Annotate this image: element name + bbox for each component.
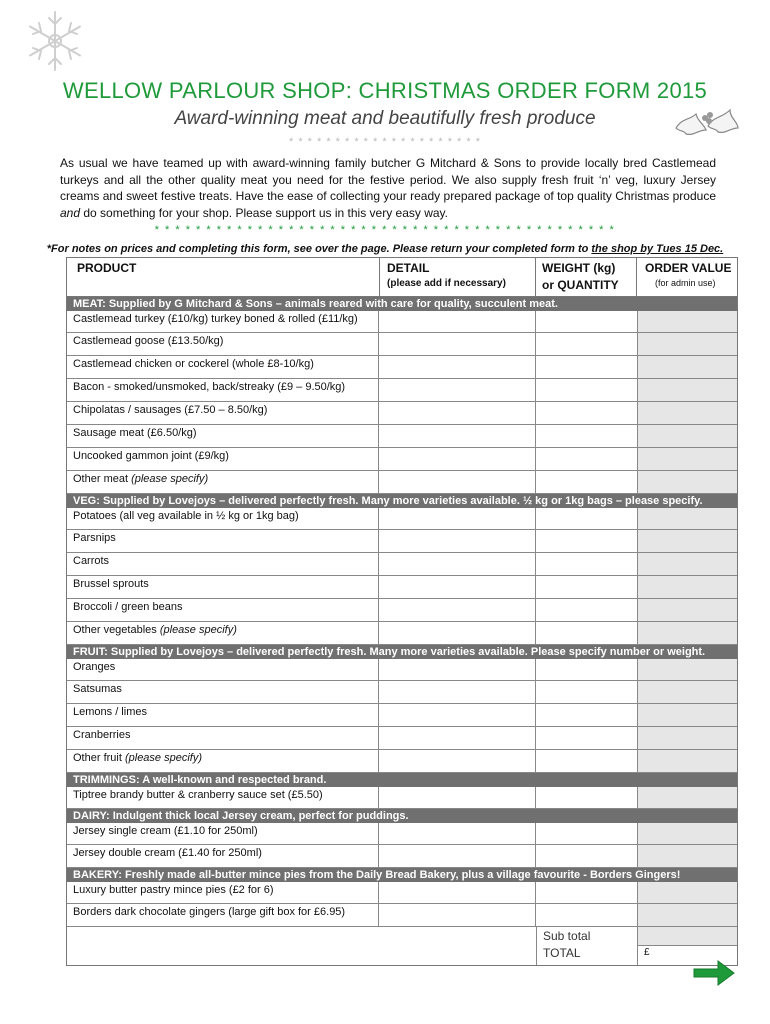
detail-cell[interactable] [379, 311, 536, 332]
admin-value-cell [638, 311, 737, 332]
admin-value-cell [638, 576, 737, 598]
section-heading-veg: VEG: Supplied by Lovejoys – delivered perfectly fresh. Many more varieties available. ½ kg or 1kg bags – please specify. [67, 494, 737, 508]
admin-value-cell [638, 471, 737, 493]
detail-cell[interactable] [379, 402, 536, 424]
page-title: WELLOW PARLOUR SHOP: CHRISTMAS ORDER FORM 2015 [62, 78, 708, 103]
detail-cell[interactable] [379, 576, 536, 598]
total-value-cell[interactable]: £ [644, 947, 650, 958]
detail-cell[interactable] [379, 530, 536, 552]
intro-paragraph: As usual we have teamed up with award-winning family butcher G Mitchard & Sons to provide locally bred Castlemead turkeys and all the other quality meat you need for the festive period. We also supply fresh fruit ‘n’ veg, luxury Jersey creams and sweet festive treats. Have the ease of collecting your ready prepared package of top quality Christmas produce and do something for your shop. Please support us in this very easy way. [60, 156, 716, 220]
total-label: TOTAL [543, 946, 581, 960]
col-order-value: ORDER VALUE [645, 261, 732, 275]
quantity-cell[interactable] [536, 311, 638, 332]
table-row: Luxury butter pastry mince pies (£2 for 6) [67, 882, 737, 904]
quantity-cell[interactable] [536, 904, 638, 926]
table-row: Brussel sprouts [67, 576, 737, 599]
table-row: Potatoes (all veg available in ½ kg or 1kg bag) [67, 508, 737, 530]
subtotal-label: Sub total [543, 929, 591, 943]
quantity-cell[interactable] [536, 599, 638, 621]
detail-cell[interactable] [379, 471, 536, 493]
quantity-cell[interactable] [536, 553, 638, 575]
quantity-cell[interactable] [536, 659, 638, 680]
star-divider: * * * * * * * * * * * * * * * * * * * * * [288, 136, 482, 148]
quantity-cell[interactable] [536, 727, 638, 749]
detail-cell[interactable] [379, 750, 536, 772]
table-row: Castlemead chicken or cockerel (whole £8-10/kg) [67, 356, 737, 379]
quantity-cell[interactable] [536, 425, 638, 447]
admin-value-cell [638, 704, 737, 726]
admin-value-cell [638, 448, 737, 470]
admin-value-cell [638, 882, 737, 903]
table-row: Satsumas [67, 681, 737, 704]
detail-cell[interactable] [379, 379, 536, 401]
table-row: Carrots [67, 553, 737, 576]
detail-cell[interactable] [379, 845, 536, 867]
admin-value-cell [638, 750, 737, 772]
table-row: Uncooked gammon joint (£9/kg) [67, 448, 737, 471]
table-header [67, 258, 737, 297]
admin-value-cell [638, 659, 737, 680]
detail-cell[interactable] [379, 904, 536, 926]
col-admin-use: (for admin use) [655, 278, 716, 288]
quantity-cell[interactable] [536, 681, 638, 703]
admin-value-cell [638, 425, 737, 447]
admin-value-cell [638, 823, 737, 844]
table-row: Cranberries [67, 727, 737, 750]
detail-cell[interactable] [379, 333, 536, 355]
table-row: Lemons / limes [67, 704, 737, 727]
detail-cell[interactable] [379, 622, 536, 644]
detail-cell[interactable] [379, 787, 536, 808]
detail-cell[interactable] [379, 425, 536, 447]
subtotal-value-cell [638, 927, 737, 946]
quantity-cell[interactable] [536, 622, 638, 644]
col-weight: WEIGHT (kg) [542, 261, 616, 275]
intro-emphasis: and [60, 205, 81, 220]
detail-cell[interactable] [379, 681, 536, 703]
return-note: *For notes on prices and completing this form, see over the page. Please return your completed form to the shop by Tues 15 Dec. [46, 243, 724, 255]
detail-cell[interactable] [379, 727, 536, 749]
col-detail-sub: (please add if necessary) [387, 278, 506, 289]
quantity-cell[interactable] [536, 823, 638, 844]
totals-row [67, 927, 737, 965]
admin-value-cell [638, 599, 737, 621]
detail-cell[interactable] [379, 823, 536, 844]
table-row: Castlemead turkey (£10/kg) turkey boned & rolled (£11/kg) [67, 311, 737, 333]
detail-cell[interactable] [379, 659, 536, 680]
table-row: Castlemead goose (£13.50/kg) [67, 333, 737, 356]
col-detail: DETAIL [387, 261, 430, 275]
col-product: PRODUCT [77, 261, 137, 275]
quantity-cell[interactable] [536, 576, 638, 598]
next-page-arrow-icon[interactable] [692, 958, 736, 988]
table-row: Tiptree brandy butter & cranberry sauce set (£5.50) [67, 787, 737, 809]
quantity-cell[interactable] [536, 471, 638, 493]
admin-value-cell [638, 787, 737, 808]
section-heading-fruit: FRUIT: Supplied by Lovejoys – delivered perfectly fresh. Many more varieties available. Please specify number or weight. [67, 645, 737, 659]
admin-value-cell [638, 379, 737, 401]
return-deadline: the shop by Tues 15 Dec. [591, 243, 724, 255]
detail-cell[interactable] [379, 704, 536, 726]
quantity-cell[interactable] [536, 787, 638, 808]
table-row: Bacon - smoked/unsmoked, back/streaky (£9 – 9.50/kg) [67, 379, 737, 402]
admin-value-cell [638, 530, 737, 552]
header-divider [636, 258, 637, 296]
header-divider [379, 258, 380, 296]
admin-value-cell [638, 333, 737, 355]
admin-value-cell [638, 508, 737, 529]
quantity-cell[interactable] [536, 530, 638, 552]
admin-value-cell [638, 622, 737, 644]
quantity-cell[interactable] [536, 402, 638, 424]
admin-value-cell [638, 553, 737, 575]
quantity-cell[interactable] [536, 845, 638, 867]
snowflake-icon [22, 8, 88, 74]
quantity-cell[interactable] [536, 333, 638, 355]
quantity-cell[interactable] [536, 379, 638, 401]
table-row: Broccoli / green beans [67, 599, 737, 622]
header-divider [535, 258, 536, 296]
table-row: Oranges [67, 659, 737, 681]
detail-cell[interactable] [379, 599, 536, 621]
page-subtitle: Award-winning meat and beautifully fresh produce [174, 108, 596, 129]
table-row: Borders dark chocolate gingers (large gift box for £6.95) [67, 904, 737, 927]
table-row: Jersey double cream (£1.40 for 250ml) [67, 845, 737, 868]
table-row: Jersey single cream (£1.10 for 250ml) [67, 823, 737, 845]
table-row: Parsnips [67, 530, 737, 553]
order-form-table [66, 257, 738, 966]
quantity-cell[interactable] [536, 508, 638, 529]
section-heading-trimmings: TRIMMINGS: A well-known and respected brand. [67, 773, 737, 787]
detail-cell[interactable] [379, 553, 536, 575]
table-row: Other fruit (please specify) [67, 750, 737, 773]
green-star-divider: * * * * * * * * * * * * * * * * * * * * * * * * * * * * * * * * * * * * * * * * * * * * * [154, 224, 616, 236]
table-row: Chipolatas / sausages (£7.50 – 8.50/kg) [67, 402, 737, 425]
quantity-cell[interactable] [536, 750, 638, 772]
admin-value-cell [638, 681, 737, 703]
section-heading-meat: MEAT: Supplied by G Mitchard & Sons – animals reared with care for quality, succulent meat. [67, 297, 737, 311]
admin-value-cell [638, 904, 737, 926]
admin-value-cell [638, 402, 737, 424]
section-heading-bakery: BAKERY: Freshly made all-butter mince pies from the Daily Bread Bakery, plus a village favourite - Borders Gingers! [67, 868, 737, 882]
detail-cell[interactable] [379, 448, 536, 470]
quantity-cell[interactable] [536, 704, 638, 726]
quantity-cell[interactable] [536, 356, 638, 378]
section-heading-dairy: DAIRY: Indulgent thick local Jersey cream, perfect for puddings. [67, 809, 737, 823]
admin-value-cell [638, 356, 737, 378]
detail-cell[interactable] [379, 508, 536, 529]
table-row: Sausage meat (£6.50/kg) [67, 425, 737, 448]
detail-cell[interactable] [379, 356, 536, 378]
table-row: Other meat (please specify) [67, 471, 737, 494]
table-row: Other vegetables (please specify) [67, 622, 737, 645]
admin-value-cell [638, 845, 737, 867]
col-quantity: or QUANTITY [542, 278, 619, 292]
admin-value-cell [638, 727, 737, 749]
quantity-cell[interactable] [536, 882, 638, 903]
quantity-cell[interactable] [536, 448, 638, 470]
detail-cell[interactable] [379, 882, 536, 903]
